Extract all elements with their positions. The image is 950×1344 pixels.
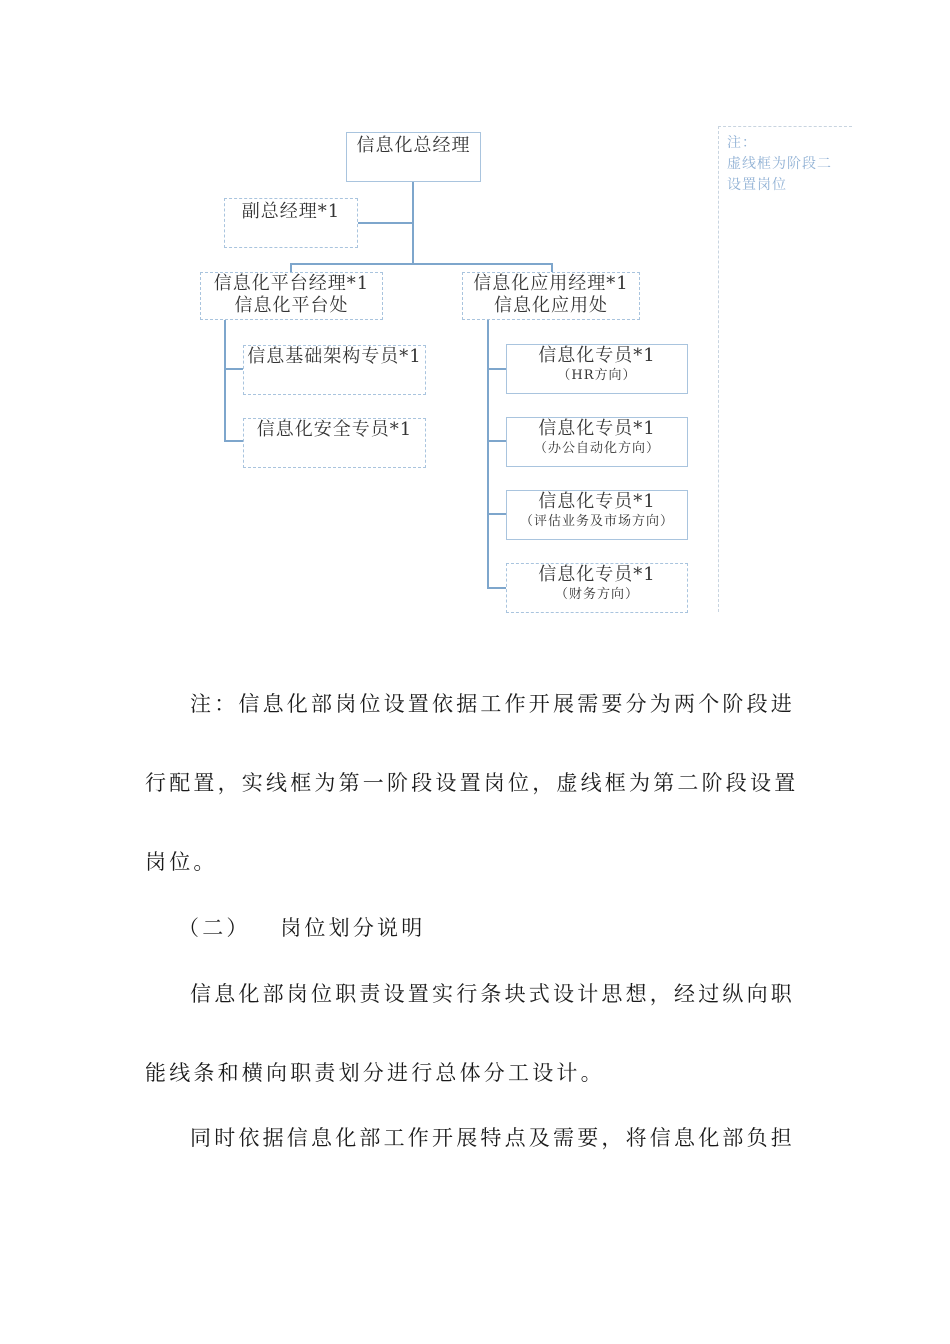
app-specialist-direction: （评估业务及市场方向） [519,514,674,529]
platform-manager-box [200,272,383,320]
connector-app-trunk [487,320,489,588]
app-specialist-box-1 [506,344,688,394]
gm-box [346,132,481,182]
connector-spec-4 [487,587,506,589]
section-heading: （二） 岗位划分说明 [178,916,426,940]
app-specialist-box-2 [506,417,688,467]
legend-note-line: 虚线框为阶段二 [727,156,832,172]
app-specialist-title: 信息化专员*1 [538,564,656,585]
infra-specialist-box [243,345,426,395]
connector-deputy [358,222,413,224]
deputy-box [224,198,358,248]
note-paragraph-line-3: 岗位。 [145,850,218,874]
connector-infra [224,368,243,370]
note-paragraph-line-2: 行配置，实线框为第一阶段设置岗位，虚线框为第二阶段设置 [145,771,799,795]
connector-spec-1 [487,368,506,370]
application-dept-title: 信息化应用处 [494,295,608,316]
security-specialist-title: 信息化安全专员*1 [256,419,413,440]
legend-note-line: 设置岗位 [727,177,787,193]
connector-platform-drop [290,263,292,272]
app-specialist-title: 信息化专员*1 [538,418,656,439]
deputy-title: 副总经理*1 [241,201,341,222]
connector-spec-2 [487,440,506,442]
infra-specialist-title: 信息基础架构专员*1 [247,346,422,367]
app-specialist-box-4 [506,563,688,613]
platform-dept-title: 信息化平台处 [234,295,349,316]
paragraph-2-line-2: 能线条和横向职责划分进行总体分工设计。 [145,1061,605,1085]
paragraph-2-line-1: 信息化部岗位职责设置实行条块式设计思想，经过纵向职 [190,982,795,1006]
application-manager-box [462,272,640,320]
connector-spec-3 [487,513,506,515]
app-specialist-box-3 [506,490,688,540]
legend-note-line: 注： [727,135,757,151]
org-chart [0,0,950,640]
app-specialist-direction: （HR方向） [557,368,637,383]
app-specialist-direction: （办公自动化方向） [533,441,660,456]
app-specialist-direction: （财务方向） [554,587,639,602]
app-specialist-title: 信息化专员*1 [538,345,656,366]
paragraph-3-line-1: 同时依据信息化部工作开展特点及需要，将信息化部负担 [190,1126,795,1150]
gm-title: 信息化总经理 [356,135,471,156]
connector-platform-trunk [224,320,226,441]
connector-security [224,440,243,442]
connector-horizontal [290,263,552,265]
security-specialist-box [243,418,426,468]
connector-app-drop [551,263,553,272]
application-manager-title: 信息化应用经理*1 [473,273,629,294]
legend-note [718,126,852,612]
app-specialist-title: 信息化专员*1 [538,491,656,512]
platform-manager-title: 信息化平台经理*1 [213,273,370,294]
note-paragraph-line-1: 注：信息化部岗位设置依据工作开展需要分为两个阶段进 [190,692,795,716]
